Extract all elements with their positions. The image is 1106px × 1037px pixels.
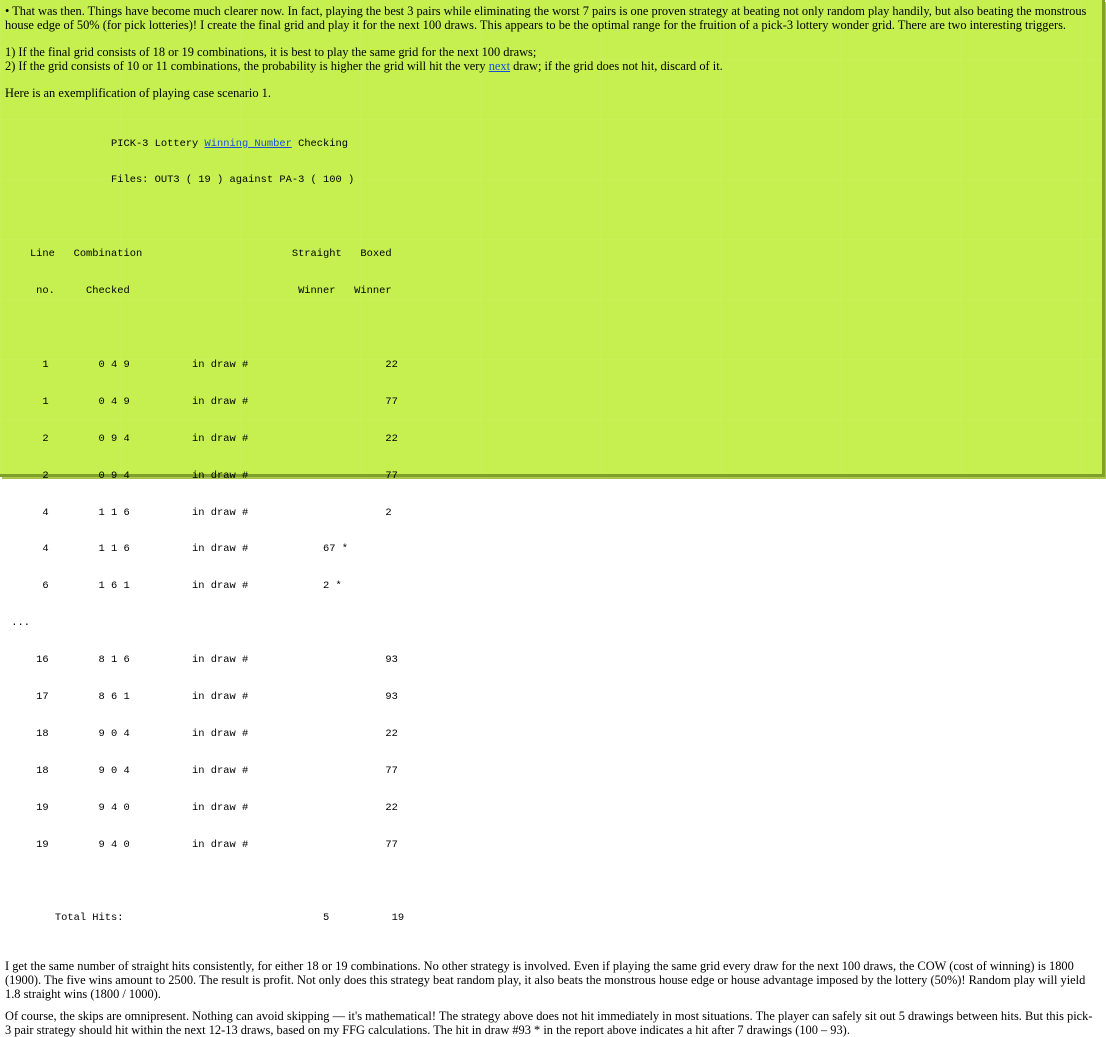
report-total: Total Hits: 5 19: [5, 912, 405, 925]
triggers-list: [5, 45, 1096, 73]
report-title-before: PICK-3 Lottery: [5, 137, 205, 150]
skips-paragraph: Of course, the skips are omnipresent. Nothing can avoid skipping — it's mathematical! The strategy above does not hit immediately in most situations. The player can safely sit out 5 drawings between hits. But this pick-3 pair strategy should hit within the next 12-13 draws, based on my FFG calculations. The hit in draw #93 * in the report above indicates a hit after 7 drawings (100 – 93).: [5, 1009, 1093, 1037]
report-row: 16 8 1 6 in draw # 93: [5, 654, 398, 667]
report-blank: [5, 875, 1096, 887]
report-row: 4 1 1 6 in draw # 67 *: [5, 543, 348, 556]
report-blank: [5, 322, 1096, 334]
example-intro: Here is an exemplification of playing case scenario 1.: [5, 86, 271, 100]
report-row: 6 1 6 1 in draw # 2 *: [5, 580, 342, 593]
report-row: 2 0 9 4 in draw # 22: [5, 432, 398, 445]
report-row: 17 8 6 1 in draw # 93: [5, 690, 398, 703]
winning-number-report: [5, 113, 1096, 949]
report-row: 1 0 4 9 in draw # 77: [5, 395, 398, 408]
report-row: 18 9 0 4 in draw # 22: [5, 727, 398, 740]
report-title: [5, 138, 1096, 150]
report-ellipsis: ...: [5, 617, 30, 630]
report-row: 2 0 9 4 in draw # 77: [5, 469, 398, 482]
report-row: 19 9 4 0 in draw # 77: [5, 838, 398, 851]
trigger-2: [5, 59, 1096, 73]
winning-number-link[interactable]: Winning Number: [204, 137, 292, 150]
report-row: 19 9 4 0 in draw # 22: [5, 801, 398, 814]
report-title-after: Checking: [291, 137, 348, 150]
trigger-2-text-before: 2) If the grid consists of 10 or 11 combinations, the probability is higher the grid will hit the very: [5, 59, 489, 73]
result-paragraph: I get the same number of straight hits consistently, for either 18 or 19 combinations. No other strategy is involved. Even if playing the same grid every draw for the next 100 draws, the COW (cost of winning) is 1800 (1900). The five wins amount to 2500. The result is profit. Not only does this strategy beat random play, it also beats the monstrous house edge or house advantage imposed by the lottery (50%)! Random play will yield 1.8 straight wins (1800 / 1000).: [5, 959, 1086, 1002]
report-header-1: Line Combination Straight Boxed: [5, 248, 392, 261]
report-row: 4 1 1 6 in draw # 2: [5, 506, 392, 519]
report-files: Files: OUT3 ( 19 ) against PA-3 ( 100 ): [5, 174, 355, 187]
report-blank: [5, 211, 1096, 223]
intro-paragraph: • That was then. Things have become much clearer now. In fact, playing the best 3 pairs while eliminating the worst 7 pairs is one proven strategy at beating not only random play handily, but also beating the monstrous house edge of 50% (for pick lotteries)! I create the final grid and play it for the next 100 draws. This appears to be the optimal range for the fruition of a pick-3 lottery wonder grid. There are two interesting triggers.: [5, 4, 1087, 32]
report-header-2: no. Checked Winner Winner: [5, 285, 392, 298]
report-row: 18 9 0 4 in draw # 77: [5, 764, 398, 777]
report-row: 1 0 4 9 in draw # 22: [5, 358, 398, 371]
trigger-2-text-after: draw; if the grid does not hit, discard of it.: [510, 59, 723, 73]
next-link[interactable]: next: [488, 59, 511, 73]
trigger-1: 1) If the final grid consists of 18 or 19 combinations, it is best to play the same grid for the next 100 draws;: [5, 45, 537, 59]
